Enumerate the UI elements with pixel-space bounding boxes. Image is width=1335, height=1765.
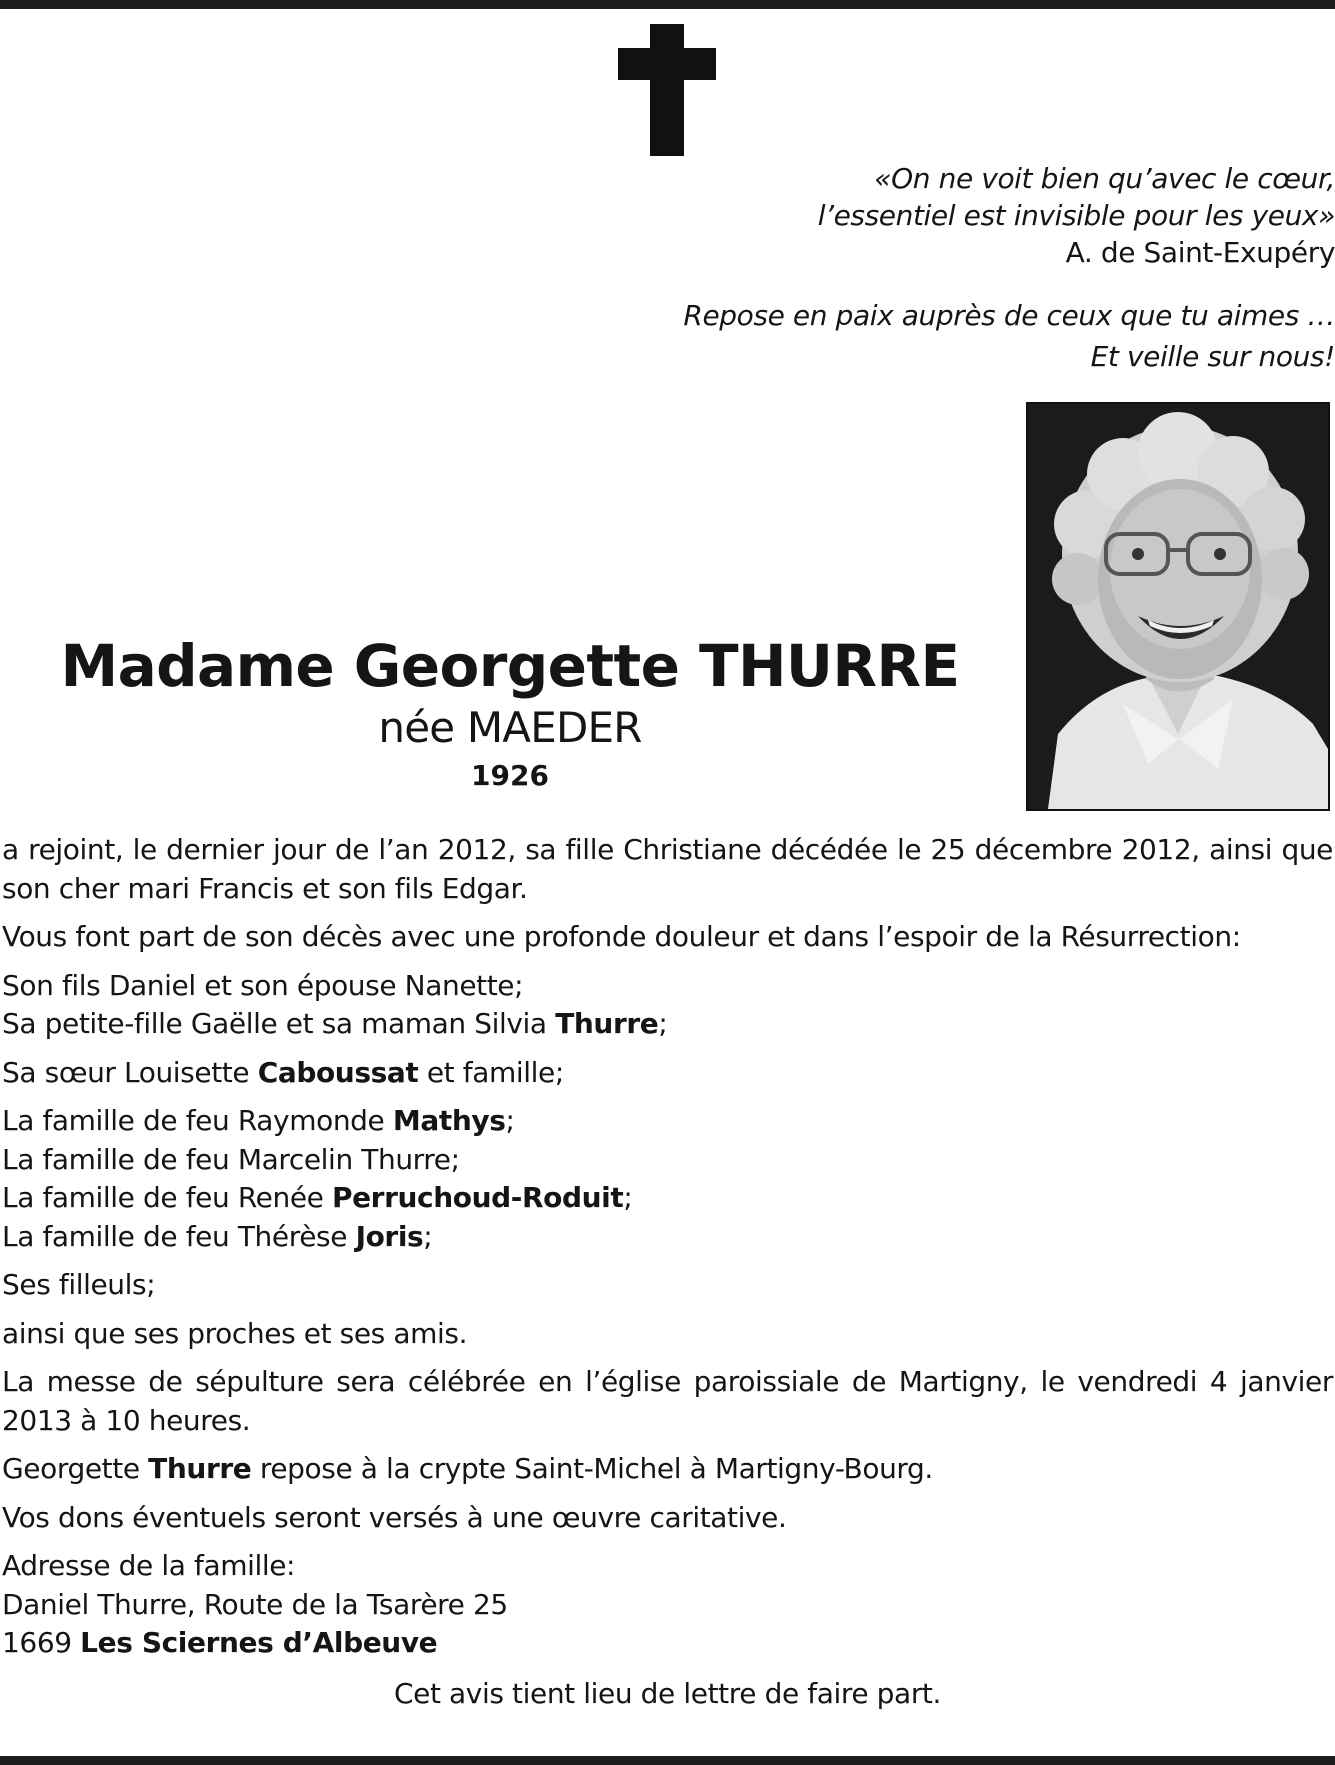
epigraph-line-2: l’essentiel est invisible pour les yeux» <box>817 199 1335 232</box>
epigraph <box>515 160 1335 271</box>
family-line-marcelin: La famille de feu Marcelin Thurre; <box>2 1142 460 1176</box>
top-rule <box>0 0 1335 9</box>
resting-place-line: Georgette Thurre repose à la crypte Saint-Michel à Martigny-Bourg. <box>2 1452 933 1485</box>
verse <box>515 295 1335 377</box>
bottom-rule <box>0 1756 1335 1765</box>
family-line-perruchoud: La famille de feu Renée Perruchoud-Roduit; <box>2 1181 633 1214</box>
epigraph-line-1: «On ne voit bien qu’avec le cœur, <box>874 162 1335 195</box>
portrait-photo <box>1026 402 1330 811</box>
family-line-mathys: La famille de feu Raymonde Mathys; <box>2 1104 515 1137</box>
funeral-mass-paragraph: La messe de sépulture sera célébrée en l’église paroissiale de Martigny, le vendredi 4 janvier 2013 à 10 heures. <box>2 1365 1333 1437</box>
friends-line: ainsi que ses proches et ses amis. <box>2 1316 468 1350</box>
godchildren-line: Ses filleuls; <box>2 1268 156 1301</box>
deceased-header <box>0 630 1020 794</box>
obituary-body <box>2 831 1333 1713</box>
announcement-paragraph: a rejoint, le dernier jour de l’an 2012, sa fille Christiane décédée le 25 décembre 2012, ainsi que son cher mari Francis et son fils Edgar. <box>2 833 1333 905</box>
verse-line-1: Repose en paix auprès de ceux que tu aimes … <box>683 299 1335 332</box>
verse-line-2: Et veille sur nous! <box>1090 340 1335 373</box>
closing-note: Cet avis tient lieu de lettre de faire part. <box>393 1676 942 1710</box>
epigraph-author: A. de Saint-Exupéry <box>1065 236 1335 269</box>
family-line-granddaughter: Sa petite-fille Gaëlle et sa maman Silvia Thurre; <box>2 1007 668 1040</box>
birth-year: 1926 <box>471 759 549 792</box>
family-line-sister: Sa sœur Louisette Caboussat et famille; <box>2 1055 564 1089</box>
deceased-name: Madame Georgette THURRE <box>60 632 960 700</box>
family-intro: Vous font part de son décès avec une profonde douleur et dans l’espoir de la Résurrection: <box>2 920 1241 953</box>
address-label: Adresse de la famille: <box>2 1549 296 1582</box>
donations-line: Vos dons éventuels seront versés à une œuvre caritative. <box>2 1500 787 1534</box>
latin-cross-icon <box>618 24 716 156</box>
address-street: Daniel Thurre, Route de la Tsarère 25 <box>2 1587 508 1621</box>
family-line-joris: La famille de feu Thérèse Joris; <box>2 1219 433 1253</box>
address-locality: 1669 Les Sciernes d’Albeuve <box>2 1626 438 1659</box>
portrait-illustration <box>1028 404 1328 809</box>
maiden-name: née MAEDER <box>378 703 642 752</box>
family-line-son: Son fils Daniel et son épouse Nanette; <box>2 968 524 1002</box>
